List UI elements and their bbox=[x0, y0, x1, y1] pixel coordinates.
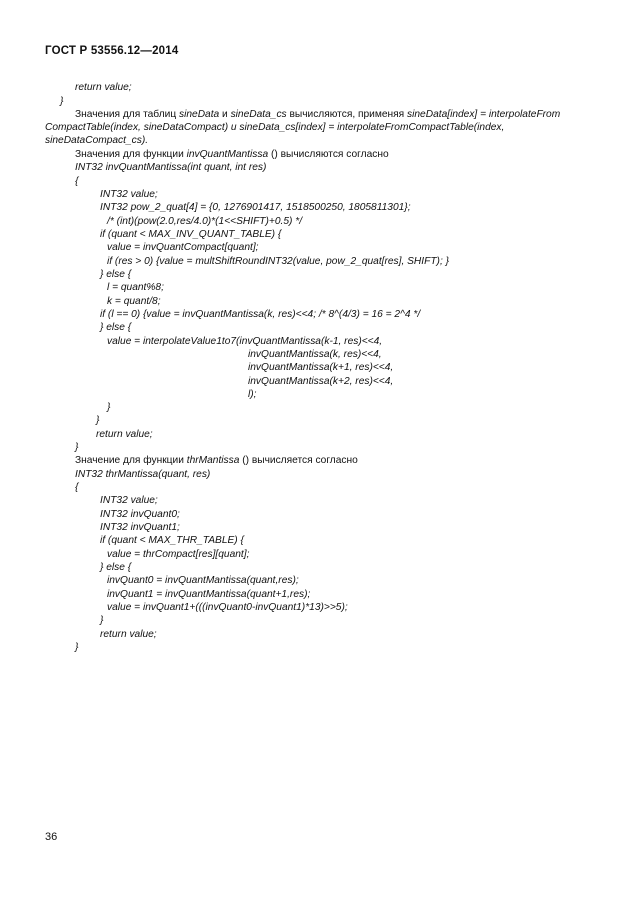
paragraph-line: CompactTable(index, sineDataCompact) и sineData_cs[index] = interpolateFromCompactTable(index, bbox=[45, 122, 505, 133]
code-line: k = quant/8; bbox=[107, 296, 161, 307]
paragraph-line: Значения для таблиц sineData и sineData_cs вычисляются, применяя sineData[index] = interpolateFrom bbox=[75, 109, 561, 120]
code-line: return value; bbox=[100, 629, 157, 640]
code-line: } else { bbox=[100, 562, 132, 573]
code-line: } else { bbox=[100, 322, 132, 333]
code-line: invQuantMantissa(k+2, res)<<4, bbox=[248, 376, 394, 387]
paragraph-line: sineDataCompact_cs). bbox=[45, 135, 149, 146]
code-line: INT32 value; bbox=[100, 189, 158, 200]
code-line: return value; bbox=[96, 429, 153, 440]
code-line: /* (int)(pow(2.0,res/4.0)*(1<<SHIFT)+0.5) */ bbox=[107, 216, 303, 227]
code-line: value = invQuantCompact[quant]; bbox=[107, 242, 259, 253]
code-line: INT32 invQuantMantissa(int quant, int res) bbox=[75, 162, 267, 173]
code-line: INT32 invQuant0; bbox=[100, 509, 180, 520]
code-line: invQuant1 = invQuantMantissa(quant+1,res); bbox=[107, 589, 311, 600]
code-line: INT32 thrMantissa(quant, res) bbox=[75, 469, 211, 480]
code-line: if (quant < MAX_INV_QUANT_TABLE) { bbox=[100, 229, 282, 240]
code-line: if (quant < MAX_THR_TABLE) { bbox=[100, 535, 244, 546]
page-number: 36 bbox=[45, 831, 58, 843]
code-line: } else { bbox=[100, 269, 132, 280]
document-header: ГОСТ Р 53556.12—2014 bbox=[45, 45, 179, 57]
code-line: invQuantMantissa(k, res)<<4, bbox=[248, 349, 382, 360]
code-line: l); bbox=[248, 389, 257, 400]
code-line: value = invQuant1+(((invQuant0-invQuant1)*13)>>5); bbox=[107, 602, 348, 613]
code-line: INT32 invQuant1; bbox=[100, 522, 180, 533]
code-line: if (l == 0) {value = invQuantMantissa(k, res)<<4; /* 8^(4/3) = 16 = 2^4 */ bbox=[100, 309, 421, 320]
code-line: value = thrCompact[res][quant]; bbox=[107, 549, 250, 560]
code-line: l = quant%8; bbox=[107, 282, 164, 293]
code-line: return value; bbox=[75, 82, 132, 93]
code-line: } bbox=[100, 615, 104, 626]
code-line: { bbox=[75, 176, 79, 187]
paragraph-line: Значения для функции invQuantMantissa () вычисляются согласно bbox=[75, 149, 389, 160]
code-line: INT32 value; bbox=[100, 495, 158, 506]
code-line: INT32 pow_2_quat[4] = {0, 1276901417, 1518500250, 1805811301}; bbox=[100, 202, 411, 213]
code-line: } bbox=[60, 96, 64, 107]
code-line: value = interpolateValue1to7(invQuantMantissa(k-1, res)<<4, bbox=[107, 336, 383, 347]
code-line: } bbox=[75, 442, 79, 453]
code-line: } bbox=[107, 402, 111, 413]
code-line: { bbox=[75, 482, 79, 493]
code-line: } bbox=[75, 642, 79, 653]
paragraph-line: Значение для функции thrMantissa () вычисляется согласно bbox=[75, 455, 358, 466]
code-line: invQuant0 = invQuantMantissa(quant,res); bbox=[107, 575, 299, 586]
code-line: } bbox=[96, 415, 100, 426]
code-line: invQuantMantissa(k+1, res)<<4, bbox=[248, 362, 394, 373]
code-line: if (res > 0) {value = multShiftRoundINT32(value, pow_2_quat[res], SHIFT); } bbox=[107, 256, 450, 267]
